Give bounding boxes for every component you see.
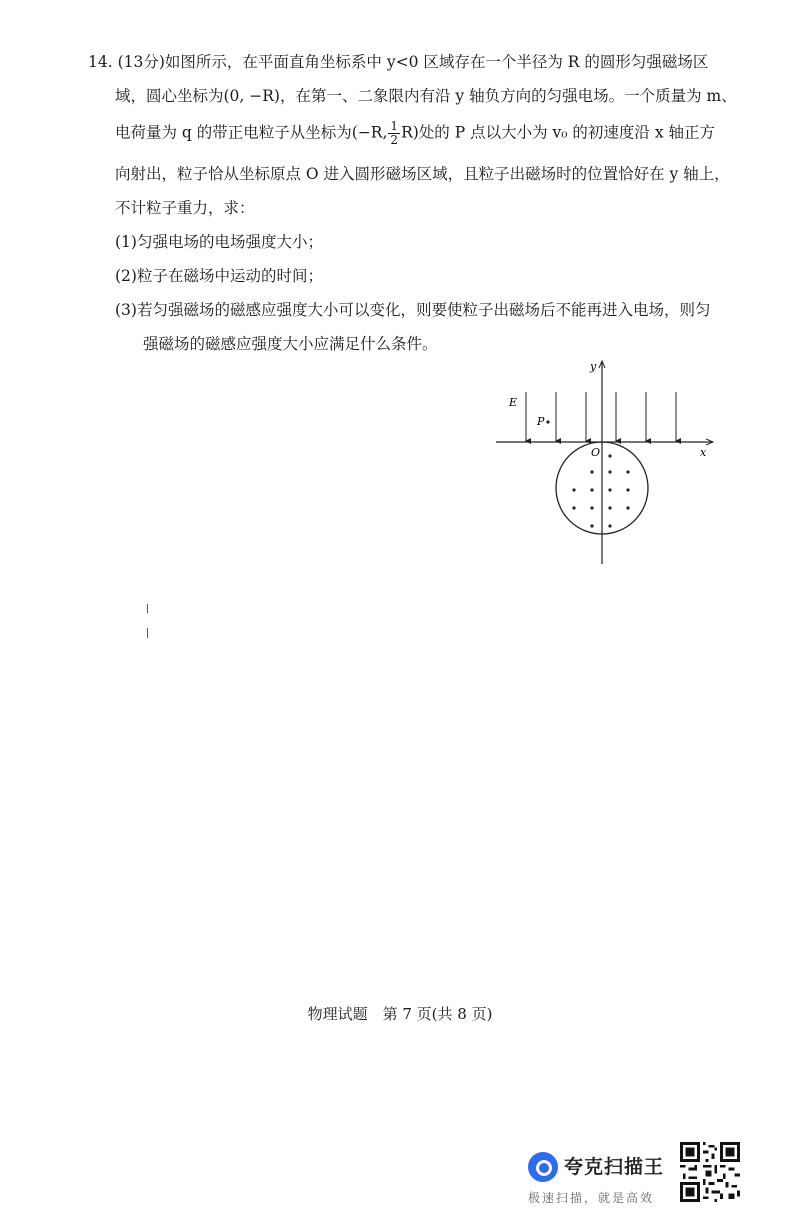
field-dot — [572, 488, 575, 491]
label-e: E — [509, 396, 518, 409]
scan-artifact-mark — [147, 604, 148, 613]
field-dot — [608, 488, 611, 491]
problem-line-3 — [115, 120, 715, 147]
field-dot — [626, 506, 629, 509]
problem-line-3-after: R)处的 P 点以大小为 v₀ 的初速度沿 x 轴正方 — [401, 123, 715, 142]
fraction-numerator: 1 — [390, 119, 399, 133]
field-diagram — [492, 356, 718, 570]
scanner-watermark — [526, 1143, 672, 1213]
field-dot — [590, 524, 593, 527]
sub-question-2: (2)粒子在磁场中运动的时间； — [115, 267, 323, 285]
sub-question-3-line-1: (3)若匀强磁场的磁感应强度大小可以变化，则要使粒子出磁场后不能再进入电场，则匀 — [115, 301, 711, 319]
label-x: x — [700, 446, 707, 459]
fraction-one-half — [388, 120, 400, 147]
field-dot — [626, 488, 629, 491]
quark-logo-icon — [528, 1152, 558, 1182]
problem-line-3-before: 电荷量为 q 的带正电粒子从坐标为(−R, — [115, 123, 388, 142]
scanner-brand-name: 夸克扫描王 — [564, 1156, 665, 1178]
sub-question-1: (1)匀强电场的电场强度大小； — [115, 233, 323, 251]
problem-line-4: 向射出，粒子恰从坐标原点 O 进入圆形磁场区域，且粒子出磁场时的位置恰好在 y 轴上， — [115, 165, 730, 183]
magnetic-field-dots — [572, 454, 629, 527]
label-y: y — [590, 360, 597, 373]
field-dot — [590, 488, 593, 491]
point-p — [546, 420, 549, 423]
label-o: O — [591, 446, 601, 459]
problem-number: 14. (13分) — [88, 53, 165, 71]
sub-question-3-line-2: 强磁场的磁感应强度大小应满足什么条件。 — [143, 335, 438, 353]
field-dot — [572, 506, 575, 509]
label-p: P — [537, 415, 545, 428]
field-dot — [608, 506, 611, 509]
page-footer: 物理试题 第 7 页(共 8 页) — [307, 1005, 493, 1023]
problem-line-5: 不计粒子重力，求： — [115, 199, 255, 217]
field-dot — [608, 454, 611, 457]
field-dot — [626, 470, 629, 473]
field-dot — [608, 524, 611, 527]
scanner-slogan: 极速扫描，就是高效 — [528, 1191, 655, 1205]
fraction-denominator: 2 — [390, 133, 399, 147]
qr-code-icon — [680, 1142, 740, 1202]
field-dot — [590, 470, 593, 473]
problem-line-1 — [88, 52, 708, 72]
problem-line-2: 域，圆心坐标为(0, −R)，在第一、二象限内有沿 y 轴负方向的匀强电场。一个质量为 m、 — [115, 87, 737, 105]
problem-line-1-text: 如图所示，在平面直角坐标系中 y<0 区域存在一个半径为 R 的圆形匀强磁场区 — [164, 53, 709, 71]
field-dot — [590, 506, 593, 509]
field-dot — [608, 470, 611, 473]
scan-artifact-mark — [147, 628, 148, 638]
